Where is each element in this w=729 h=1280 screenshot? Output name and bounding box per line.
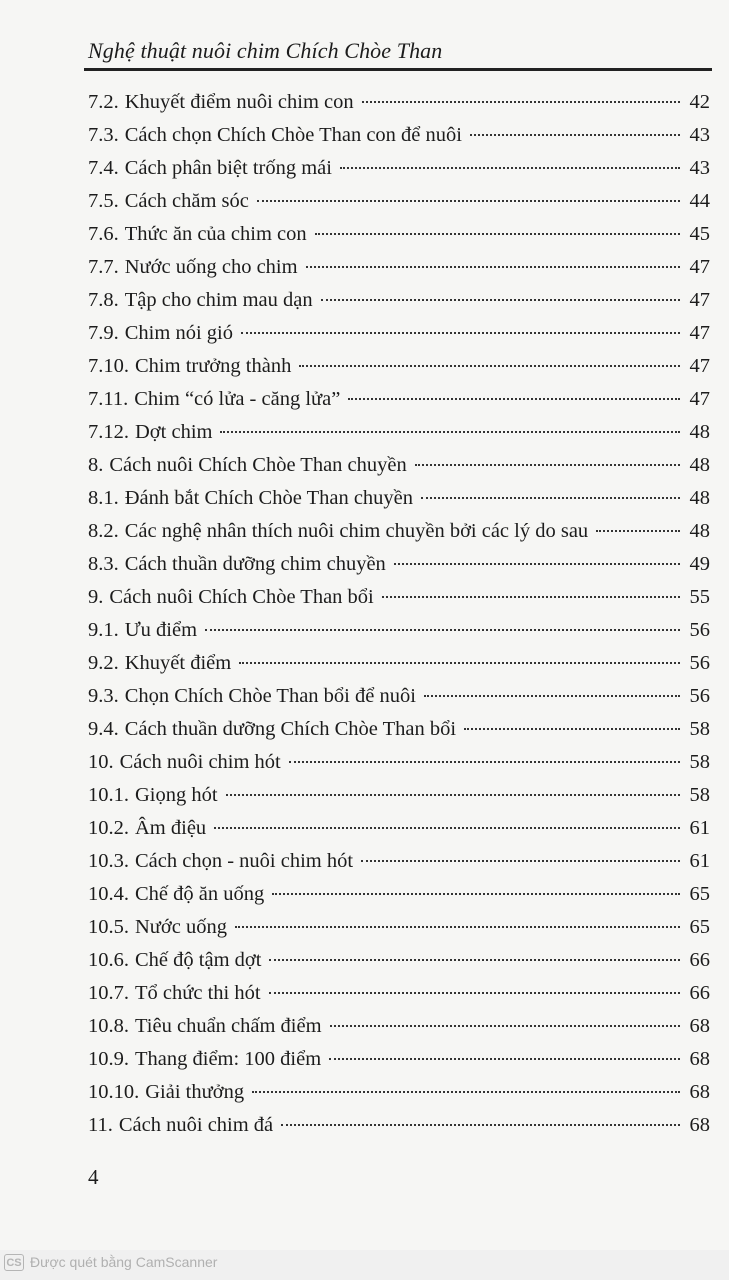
toc-dot-leader bbox=[394, 563, 680, 565]
toc-entry-page: 48 bbox=[689, 421, 710, 443]
toc-entry-page: 66 bbox=[689, 982, 710, 1004]
toc-dot-leader bbox=[330, 1025, 680, 1027]
toc-entry-title: Cách nuôi chim đá bbox=[118, 1114, 274, 1136]
toc-entry-page: 68 bbox=[689, 1048, 710, 1070]
toc-entry bbox=[88, 911, 710, 944]
toc-entry-title: Ưu điểm bbox=[124, 619, 198, 641]
toc-entry bbox=[88, 152, 710, 185]
toc-entry-title: Cách thuần dưỡng Chích Chòe Than bổi bbox=[124, 718, 457, 740]
toc-entry-title: Dợt chim bbox=[135, 421, 213, 443]
toc-entry-title: Tập cho chim mau dạn bbox=[124, 289, 313, 311]
toc-entry-page: 47 bbox=[689, 256, 710, 278]
toc-entry bbox=[88, 482, 710, 515]
camscanner-watermark-text: Được quét bằng CamScanner bbox=[30, 1254, 218, 1270]
toc-entry-number: 7.6. bbox=[88, 223, 119, 245]
toc-entry-page: 58 bbox=[689, 751, 710, 773]
toc-entry-page: 58 bbox=[689, 784, 710, 806]
toc-dot-leader bbox=[596, 530, 680, 532]
toc-entry-title: Cách nuôi chim hót bbox=[119, 751, 281, 773]
toc-entry bbox=[88, 449, 710, 482]
toc-entry bbox=[88, 86, 710, 119]
toc-dot-leader bbox=[306, 266, 680, 268]
toc-entry-number: 10.5. bbox=[88, 916, 129, 938]
toc-entry-title: Tổ chức thi hót bbox=[135, 982, 261, 1004]
toc-entry-number: 11. bbox=[88, 1114, 113, 1136]
toc-entry-number: 10.8. bbox=[88, 1015, 129, 1037]
toc-dot-leader bbox=[470, 134, 680, 136]
toc-entry-number: 10.7. bbox=[88, 982, 129, 1004]
toc-entry-number: 8.3. bbox=[88, 553, 119, 575]
toc-entry-page: 45 bbox=[689, 223, 710, 245]
toc-entry bbox=[88, 1043, 710, 1076]
toc-entry-number: 7.12. bbox=[88, 421, 129, 443]
toc-dot-leader bbox=[340, 167, 680, 169]
toc-entry-number: 8.2. bbox=[88, 520, 119, 542]
toc-entry-page: 56 bbox=[689, 652, 710, 674]
toc-entry-title: Cách chọn - nuôi chim hót bbox=[135, 850, 354, 872]
toc-entry-number: 9.2. bbox=[88, 652, 119, 674]
toc-dot-leader bbox=[235, 926, 680, 928]
toc-entry bbox=[88, 548, 710, 581]
toc-entry-number: 9. bbox=[88, 586, 104, 608]
toc-entry-title: Khuyết điểm nuôi chim con bbox=[124, 91, 354, 113]
toc-entry bbox=[88, 845, 710, 878]
toc-entry bbox=[88, 581, 710, 614]
toc-entry-title: Chế độ tậm dợt bbox=[135, 949, 262, 971]
toc-entry-title: Các nghệ nhân thích nuôi chim chuyền bởi các lý do sau bbox=[124, 520, 589, 542]
toc-entry-page: 55 bbox=[689, 586, 710, 608]
toc-entry-page: 61 bbox=[689, 817, 710, 839]
toc-entry-page: 56 bbox=[689, 685, 710, 707]
toc-dot-leader bbox=[257, 200, 680, 202]
toc-entry-page: 68 bbox=[689, 1015, 710, 1037]
toc-entry-number: 10.1. bbox=[88, 784, 129, 806]
toc-entry-title: Cách thuần dưỡng chim chuyền bbox=[124, 553, 386, 575]
toc-entry-title: Cách chọn Chích Chòe Than con để nuôi bbox=[124, 124, 462, 146]
toc-entry bbox=[88, 746, 710, 779]
toc-entry-number: 10. bbox=[88, 751, 114, 773]
toc-dot-leader bbox=[321, 299, 680, 301]
toc-entry-page: 65 bbox=[689, 883, 710, 905]
toc-dot-leader bbox=[272, 893, 680, 895]
toc-entry-page: 47 bbox=[689, 355, 710, 377]
toc-entry-number: 10.3. bbox=[88, 850, 129, 872]
toc-entry-title: Thang điểm: 100 điểm bbox=[135, 1048, 322, 1070]
toc-dot-leader bbox=[424, 695, 680, 697]
toc-entry-title: Cách phân biệt trống mái bbox=[124, 157, 332, 179]
toc-entry-title: Chim nói gió bbox=[124, 322, 233, 344]
camscanner-logo-icon: CS bbox=[4, 1254, 24, 1271]
toc-entry-title: Chọn Chích Chòe Than bổi để nuôi bbox=[124, 685, 416, 707]
toc-dot-leader bbox=[214, 827, 680, 829]
toc-entry-title: Chim trưởng thành bbox=[135, 355, 292, 377]
toc-entry-number: 9.1. bbox=[88, 619, 119, 641]
toc-dot-leader bbox=[220, 431, 680, 433]
toc-entry-title: Nước uống bbox=[135, 916, 227, 938]
toc-dot-leader bbox=[421, 497, 680, 499]
toc-entry-page: 48 bbox=[689, 487, 710, 509]
toc-entry bbox=[88, 218, 710, 251]
toc-entry bbox=[88, 713, 710, 746]
toc-entry-page: 48 bbox=[689, 520, 710, 542]
toc-entry-page: 61 bbox=[689, 850, 710, 872]
toc-dot-leader bbox=[315, 233, 680, 235]
toc-entry bbox=[88, 614, 710, 647]
toc-entry-title: Giải thưởng bbox=[145, 1081, 245, 1103]
toc-dot-leader bbox=[289, 761, 680, 763]
toc-entry-number: 7.9. bbox=[88, 322, 119, 344]
toc-entry-page: 47 bbox=[689, 322, 710, 344]
toc-entry bbox=[88, 647, 710, 680]
toc-entry bbox=[88, 383, 710, 416]
toc-entry bbox=[88, 317, 710, 350]
toc-entry-number: 9.3. bbox=[88, 685, 119, 707]
toc-dot-leader bbox=[361, 860, 680, 862]
toc-entry-page: 56 bbox=[689, 619, 710, 641]
toc-entry-page: 65 bbox=[689, 916, 710, 938]
toc-entry-number: 10.10. bbox=[88, 1081, 140, 1103]
toc-dot-leader bbox=[269, 959, 680, 961]
toc-dot-leader bbox=[241, 332, 680, 334]
toc-entry bbox=[88, 185, 710, 218]
toc-dot-leader bbox=[239, 662, 680, 664]
toc-entry-number: 7.7. bbox=[88, 256, 119, 278]
toc-entry-number: 7.4. bbox=[88, 157, 119, 179]
toc-entry-title: Cách nuôi Chích Chòe Than bổi bbox=[109, 586, 374, 608]
toc-entry-number: 7.5. bbox=[88, 190, 119, 212]
toc-entry-number: 7.2. bbox=[88, 91, 119, 113]
toc-entry-title: Nước uống cho chim bbox=[124, 256, 298, 278]
toc-entry-number: 7.11. bbox=[88, 388, 129, 410]
toc-entry-title: Chim “có lửa - căng lửa” bbox=[134, 388, 341, 410]
toc-dot-leader bbox=[329, 1058, 680, 1060]
toc-entry bbox=[88, 1076, 710, 1109]
toc-dot-leader bbox=[205, 629, 680, 631]
toc-entry-number: 8. bbox=[88, 454, 104, 476]
toc-entry-title: Khuyết điểm bbox=[124, 652, 232, 674]
toc-dot-leader bbox=[348, 398, 680, 400]
toc-entry bbox=[88, 284, 710, 317]
toc-dot-leader bbox=[269, 992, 680, 994]
header-rule bbox=[84, 68, 712, 71]
toc-dot-leader bbox=[299, 365, 680, 367]
toc-entry-title: Thức ăn của chim con bbox=[124, 223, 307, 245]
toc-entry-number: 10.9. bbox=[88, 1048, 129, 1070]
toc-entry-title: Đánh bắt Chích Chòe Than chuyền bbox=[124, 487, 414, 509]
toc-entry bbox=[88, 812, 710, 845]
toc-dot-leader bbox=[415, 464, 680, 466]
toc-entry bbox=[88, 251, 710, 284]
toc-entry bbox=[88, 1010, 710, 1043]
toc-entry-title: Giọng hót bbox=[135, 784, 218, 806]
toc-entry-page: 66 bbox=[689, 949, 710, 971]
toc-entry-title: Cách chăm sóc bbox=[124, 190, 249, 212]
table-of-contents bbox=[88, 86, 710, 1142]
toc-entry bbox=[88, 515, 710, 548]
toc-entry bbox=[88, 119, 710, 152]
toc-entry-page: 43 bbox=[689, 124, 710, 146]
toc-entry-page: 42 bbox=[689, 91, 710, 113]
toc-entry-page: 47 bbox=[689, 388, 710, 410]
toc-entry-title: Chế độ ăn uống bbox=[135, 883, 265, 905]
toc-dot-leader bbox=[464, 728, 680, 730]
toc-dot-leader bbox=[252, 1091, 680, 1093]
toc-entry-number: 10.6. bbox=[88, 949, 129, 971]
toc-entry-page: 47 bbox=[689, 289, 710, 311]
toc-dot-leader bbox=[281, 1124, 680, 1126]
toc-entry-page: 44 bbox=[689, 190, 710, 212]
toc-entry-page: 49 bbox=[689, 553, 710, 575]
toc-entry-number: 10.2. bbox=[88, 817, 129, 839]
toc-entry-number: 7.3. bbox=[88, 124, 119, 146]
toc-entry bbox=[88, 779, 710, 812]
toc-entry-page: 43 bbox=[689, 157, 710, 179]
toc-dot-leader bbox=[362, 101, 680, 103]
toc-entry bbox=[88, 977, 710, 1010]
toc-entry-number: 8.1. bbox=[88, 487, 119, 509]
running-header-title: Nghệ thuật nuôi chim Chích Chòe Than bbox=[88, 38, 443, 63]
toc-entry bbox=[88, 680, 710, 713]
toc-dot-leader bbox=[226, 794, 680, 796]
toc-entry bbox=[88, 350, 710, 383]
toc-dot-leader bbox=[382, 596, 680, 598]
toc-entry-page: 58 bbox=[689, 718, 710, 740]
toc-entry-number: 10.4. bbox=[88, 883, 129, 905]
toc-entry-page: 48 bbox=[689, 454, 710, 476]
toc-entry bbox=[88, 416, 710, 449]
toc-entry-title: Cách nuôi Chích Chòe Than chuyền bbox=[109, 454, 407, 476]
toc-entry-number: 7.8. bbox=[88, 289, 119, 311]
toc-entry-title: Âm điệu bbox=[135, 817, 207, 839]
toc-entry-page: 68 bbox=[689, 1114, 710, 1136]
toc-entry-number: 7.10. bbox=[88, 355, 129, 377]
toc-entry bbox=[88, 878, 710, 911]
toc-entry bbox=[88, 944, 710, 977]
toc-entry-page: 68 bbox=[689, 1081, 710, 1103]
toc-entry-title: Tiêu chuẩn chấm điểm bbox=[135, 1015, 322, 1037]
page-number: 4 bbox=[88, 1165, 99, 1189]
toc-entry-number: 9.4. bbox=[88, 718, 119, 740]
toc-entry bbox=[88, 1109, 710, 1142]
